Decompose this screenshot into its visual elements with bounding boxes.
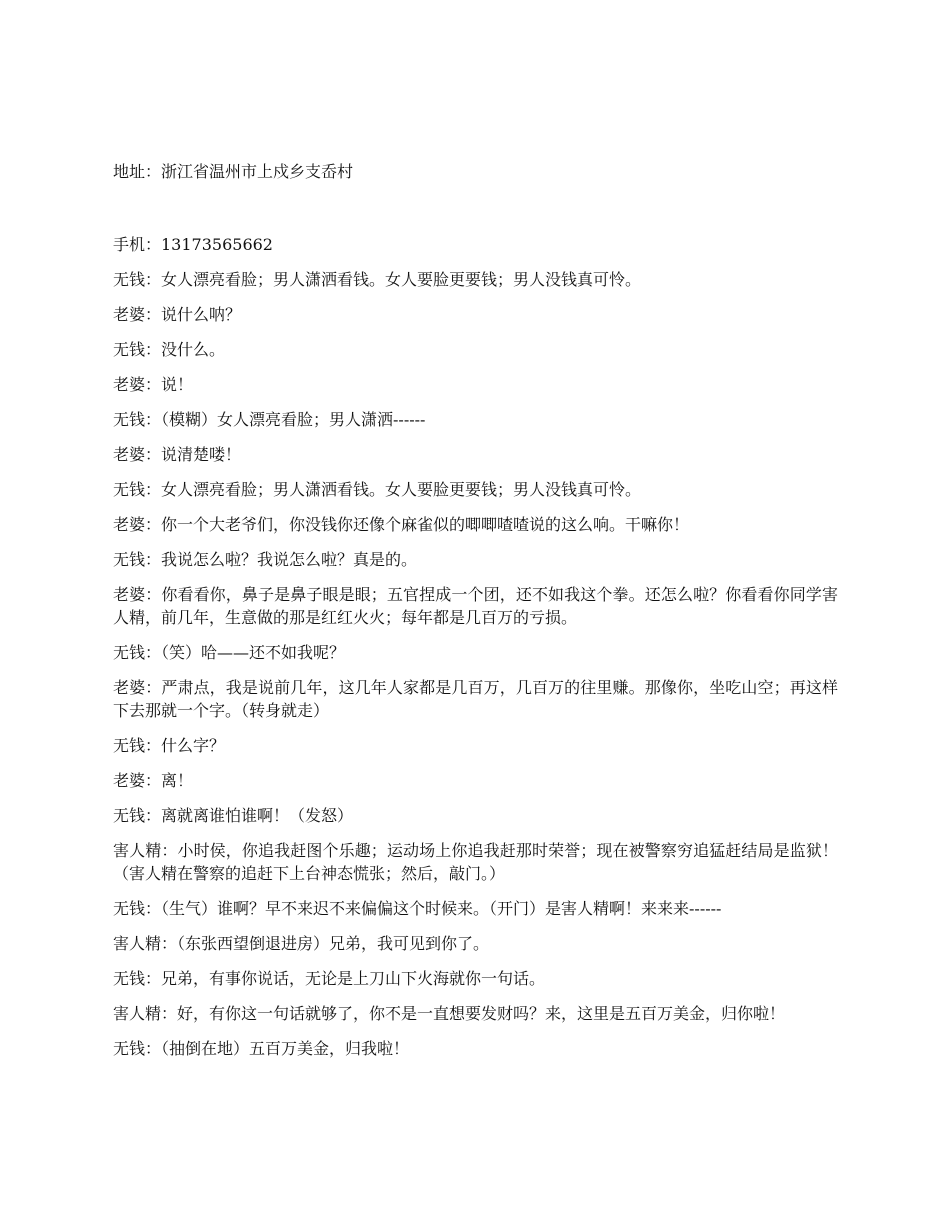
dialogue-text: 我说怎么啦？我说怎么啦？真是的。 [161,550,418,569]
dialogue-line [113,1002,838,1025]
dialogue-line [113,1037,838,1060]
dialogue-line [113,548,838,571]
dialogue-line [113,268,838,291]
dialogue-text: 兄弟，有事你说话，无论是上刀山下火海就你一句话。 [161,969,546,988]
contact-info [113,160,838,183]
dialogue-line [113,897,838,920]
dialogue-line [113,769,838,792]
dialogue-text: 说清楚喽！ [161,445,242,464]
dialogue-line [113,443,838,466]
dialogue-line [113,804,838,827]
dialogue-line [113,583,838,629]
dialogue-line [113,839,838,885]
speaker-name: 无钱： [113,643,162,662]
dialogue-text: （抽倒在地）五百万美金，归我啦！ [161,1039,410,1058]
dialogue-line [113,338,838,361]
dialogue-text: 你一个大老爷们，你没钱你还像个麻雀似的唧唧喳喳说的这么响。干嘛你！ [161,515,690,534]
dialogue-line [113,478,838,501]
speaker-name: 无钱： [113,410,162,429]
speaker-name: 老婆： [113,375,162,394]
dialogue-text: 说什么呐？ [161,305,242,324]
speaker-name: 老婆： [113,771,162,790]
speaker-name: 无钱： [113,550,162,569]
address-line: 地址：浙江省温州市上戍乡支岙村 [113,162,354,181]
speaker-name: 害人精： [113,1004,178,1023]
phone-block [113,233,838,256]
dialogue-line [113,676,838,722]
dialogue-text: 小时侯，你追我赶图个乐趣；运动场上你追我赶那时荣誉；现在被警察穷追猛赶结局是监狱！（害人精在警察的追赶下上台神态慌张；然后，敲门。） [113,841,838,883]
dialogue-line [113,967,838,990]
dialogue-text: 离！ [161,771,194,790]
speaker-name: 无钱： [113,270,162,289]
dialogue-text: 离就离谁怕谁啊！（发怒） [161,806,354,825]
dialogue-line [113,373,838,396]
speaker-name: 害人精： [113,934,178,953]
dialogue-text: 没什么。 [161,340,226,359]
speaker-name: 害人精： [113,841,178,860]
speaker-name: 无钱： [113,806,162,825]
dialogue-text: 严肃点，我是说前几年，这几年人家都是几百万，几百万的往里赚。那像你，坐吃山空；再这样下去那就一个字。（转身就走） [113,678,838,720]
dialogue-line [113,408,838,431]
dialogue-text: 什么字？ [161,736,226,755]
dialogue-text: （笑）哈——还不如我呢？ [161,643,346,662]
speaker-name: 无钱： [113,480,162,499]
dialogue-text: 你看看你，鼻子是鼻子眼是眼；五官捏成一个团，还不如我这个拳。还怎么啦？你看看你同学害人精，前几年，生意做的那是红红火火；每年都是几百万的亏损。 [113,585,838,627]
dialogue-text: 女人漂亮看脸；男人潇洒看钱。女人要脸更要钱；男人没钱真可怜。 [161,480,642,499]
dialogue-line [113,513,838,536]
speaker-name: 无钱： [113,340,162,359]
dialogue-line [113,932,838,955]
dialogue-text: （生气）谁啊？早不来迟不来偏偏这个时候来。（开门）是害人精啊！来来来------ [161,899,722,918]
script-dialogue [113,268,838,1072]
dialogue-text: 好，有你这一句话就够了，你不是一直想要发财吗？来，这里是五百万美金，归你啦！ [177,1004,786,1023]
dialogue-text: 说！ [161,375,194,394]
speaker-name: 老婆： [113,678,162,697]
speaker-name: 无钱： [113,899,162,918]
speaker-name: 老婆： [113,305,162,324]
speaker-name: 老婆： [113,515,162,534]
dialogue-line [113,641,838,664]
speaker-name: 无钱： [113,736,162,755]
dialogue-line [113,734,838,757]
phone-line: 手机：13173565662 [113,235,273,254]
speaker-name: 老婆： [113,445,162,464]
speaker-name: 无钱： [113,1039,162,1058]
speaker-name: 无钱： [113,969,162,988]
dialogue-line [113,303,838,326]
dialogue-text: （模糊）女人漂亮看脸；男人潇洒------ [161,410,426,429]
dialogue-text: （东张西望倒退进房）兄弟，我可见到你了。 [177,934,490,953]
speaker-name: 老婆： [113,585,162,604]
dialogue-text: 女人漂亮看脸；男人潇洒看钱。女人要脸更要钱；男人没钱真可怜。 [161,270,642,289]
